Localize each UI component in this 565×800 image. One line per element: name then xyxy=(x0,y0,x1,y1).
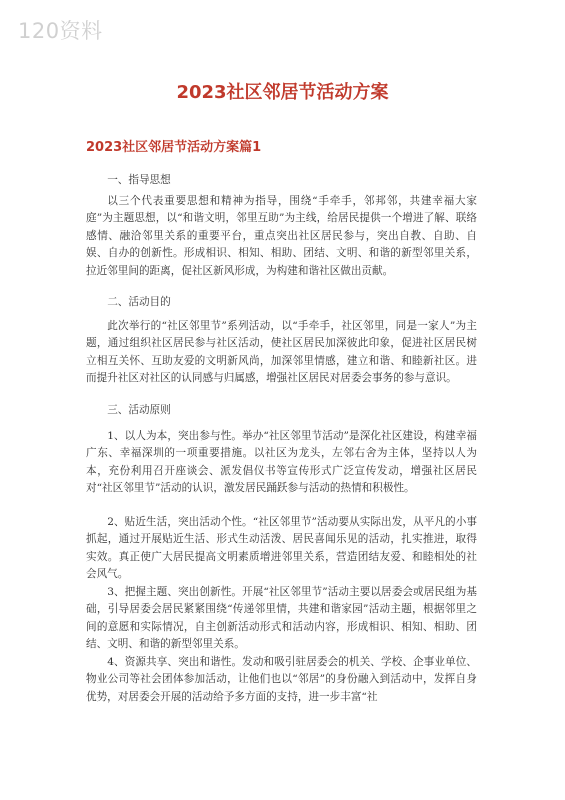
heading-activity-purpose: 二、活动目的 xyxy=(107,296,171,308)
watermark-logo: 120资料 xyxy=(18,19,103,43)
paragraph-principle-2: 2、贴近生活，突出活动个性。“社区邻里节”活动要从实际出发，从平凡的小事抓起，通过开展贴近生活、形式生动活泼、居民喜闻乐见的活动，扎实推进，取得实效。真正使广大居民提高文明素质增进邻里关系，营造团结友爱、和睦相处的社会风气。 xyxy=(86,516,477,581)
paragraph-guiding-ideology: 以三个代表重要思想和精神为指导，围绕“手牵手，邻邦邻，共建幸福大家庭”为主题思想，以“和谐文明，邻里互助”为主线，给居民提供一个增进了解、联络感情、融洽邻里关系的重要平台，重点突出社区居民参与，突出自教、自助、自娱、自办的创新性。形成相识、相知、相助、团结、文明、和谐的新型邻里关系，拉近邻里间的距离，促社区新风形成，为构建和谐社区做出贡献。 xyxy=(86,195,477,277)
paragraph-activity-purpose: 此次举行的“社区邻里节”系列活动，以“手牵手，社区邻里，同是一家人”为主题，通过组织社区居民参与社区活动，使社区居民加深彼此印象，促进社区居民树立相互关怀、互助友爱的文明新风尚，加深邻里情感，建立和谐、和睦新社区。进而提升社区对社区的认同感与归属感，增强社区居民对居委会事务的参与意识。 xyxy=(86,320,477,385)
paragraph-principle-4: 4、资源共享、突出和谐性。发动和吸引驻居委会的机关、学校、企事业单位、物业公司等社会团体参加活动，让他们也以“邻居”的身份融入到活动中，发挥自身优势，对居委会开展的活动给予多方面的支持，进一步丰富“社 xyxy=(86,656,477,703)
paragraph-principle-3: 3、把握主题、突出创新性。开展“社区邻里节”活动主要以居委会或居民组为基础，引导居委会居民紧紧围绕“传递邻里情，共建和谐家园”活动主题，根据邻里之间的意愿和实际情况，自主创新活动形式和活动内容，形成相识、相知、相助、团结、文明、和谐的新型邻里关系。 xyxy=(86,586,477,651)
heading-activity-principles: 三、活动原则 xyxy=(107,404,171,416)
heading-guiding-ideology: 一、指导思想 xyxy=(107,174,171,186)
paragraph-principle-1: 1、以人为本，突出参与性。举办“社区邻里节活动”是深化社区建设，构建幸福广东、幸福深圳的一项重要措施。以社区为龙头，左邻右舍为主体，坚持以人为本，充份利用召开座谈会、派发倡仪书等宣传形式广泛宣传发动，增强社区居民对“社区邻里节”活动的认识，激发居民踊跃参与活动的热情和积极性。 xyxy=(86,430,477,495)
document-title: 2023社区邻居节活动方案 xyxy=(176,82,389,103)
section-title: 2023社区邻居节活动方案篇1 xyxy=(86,140,262,155)
